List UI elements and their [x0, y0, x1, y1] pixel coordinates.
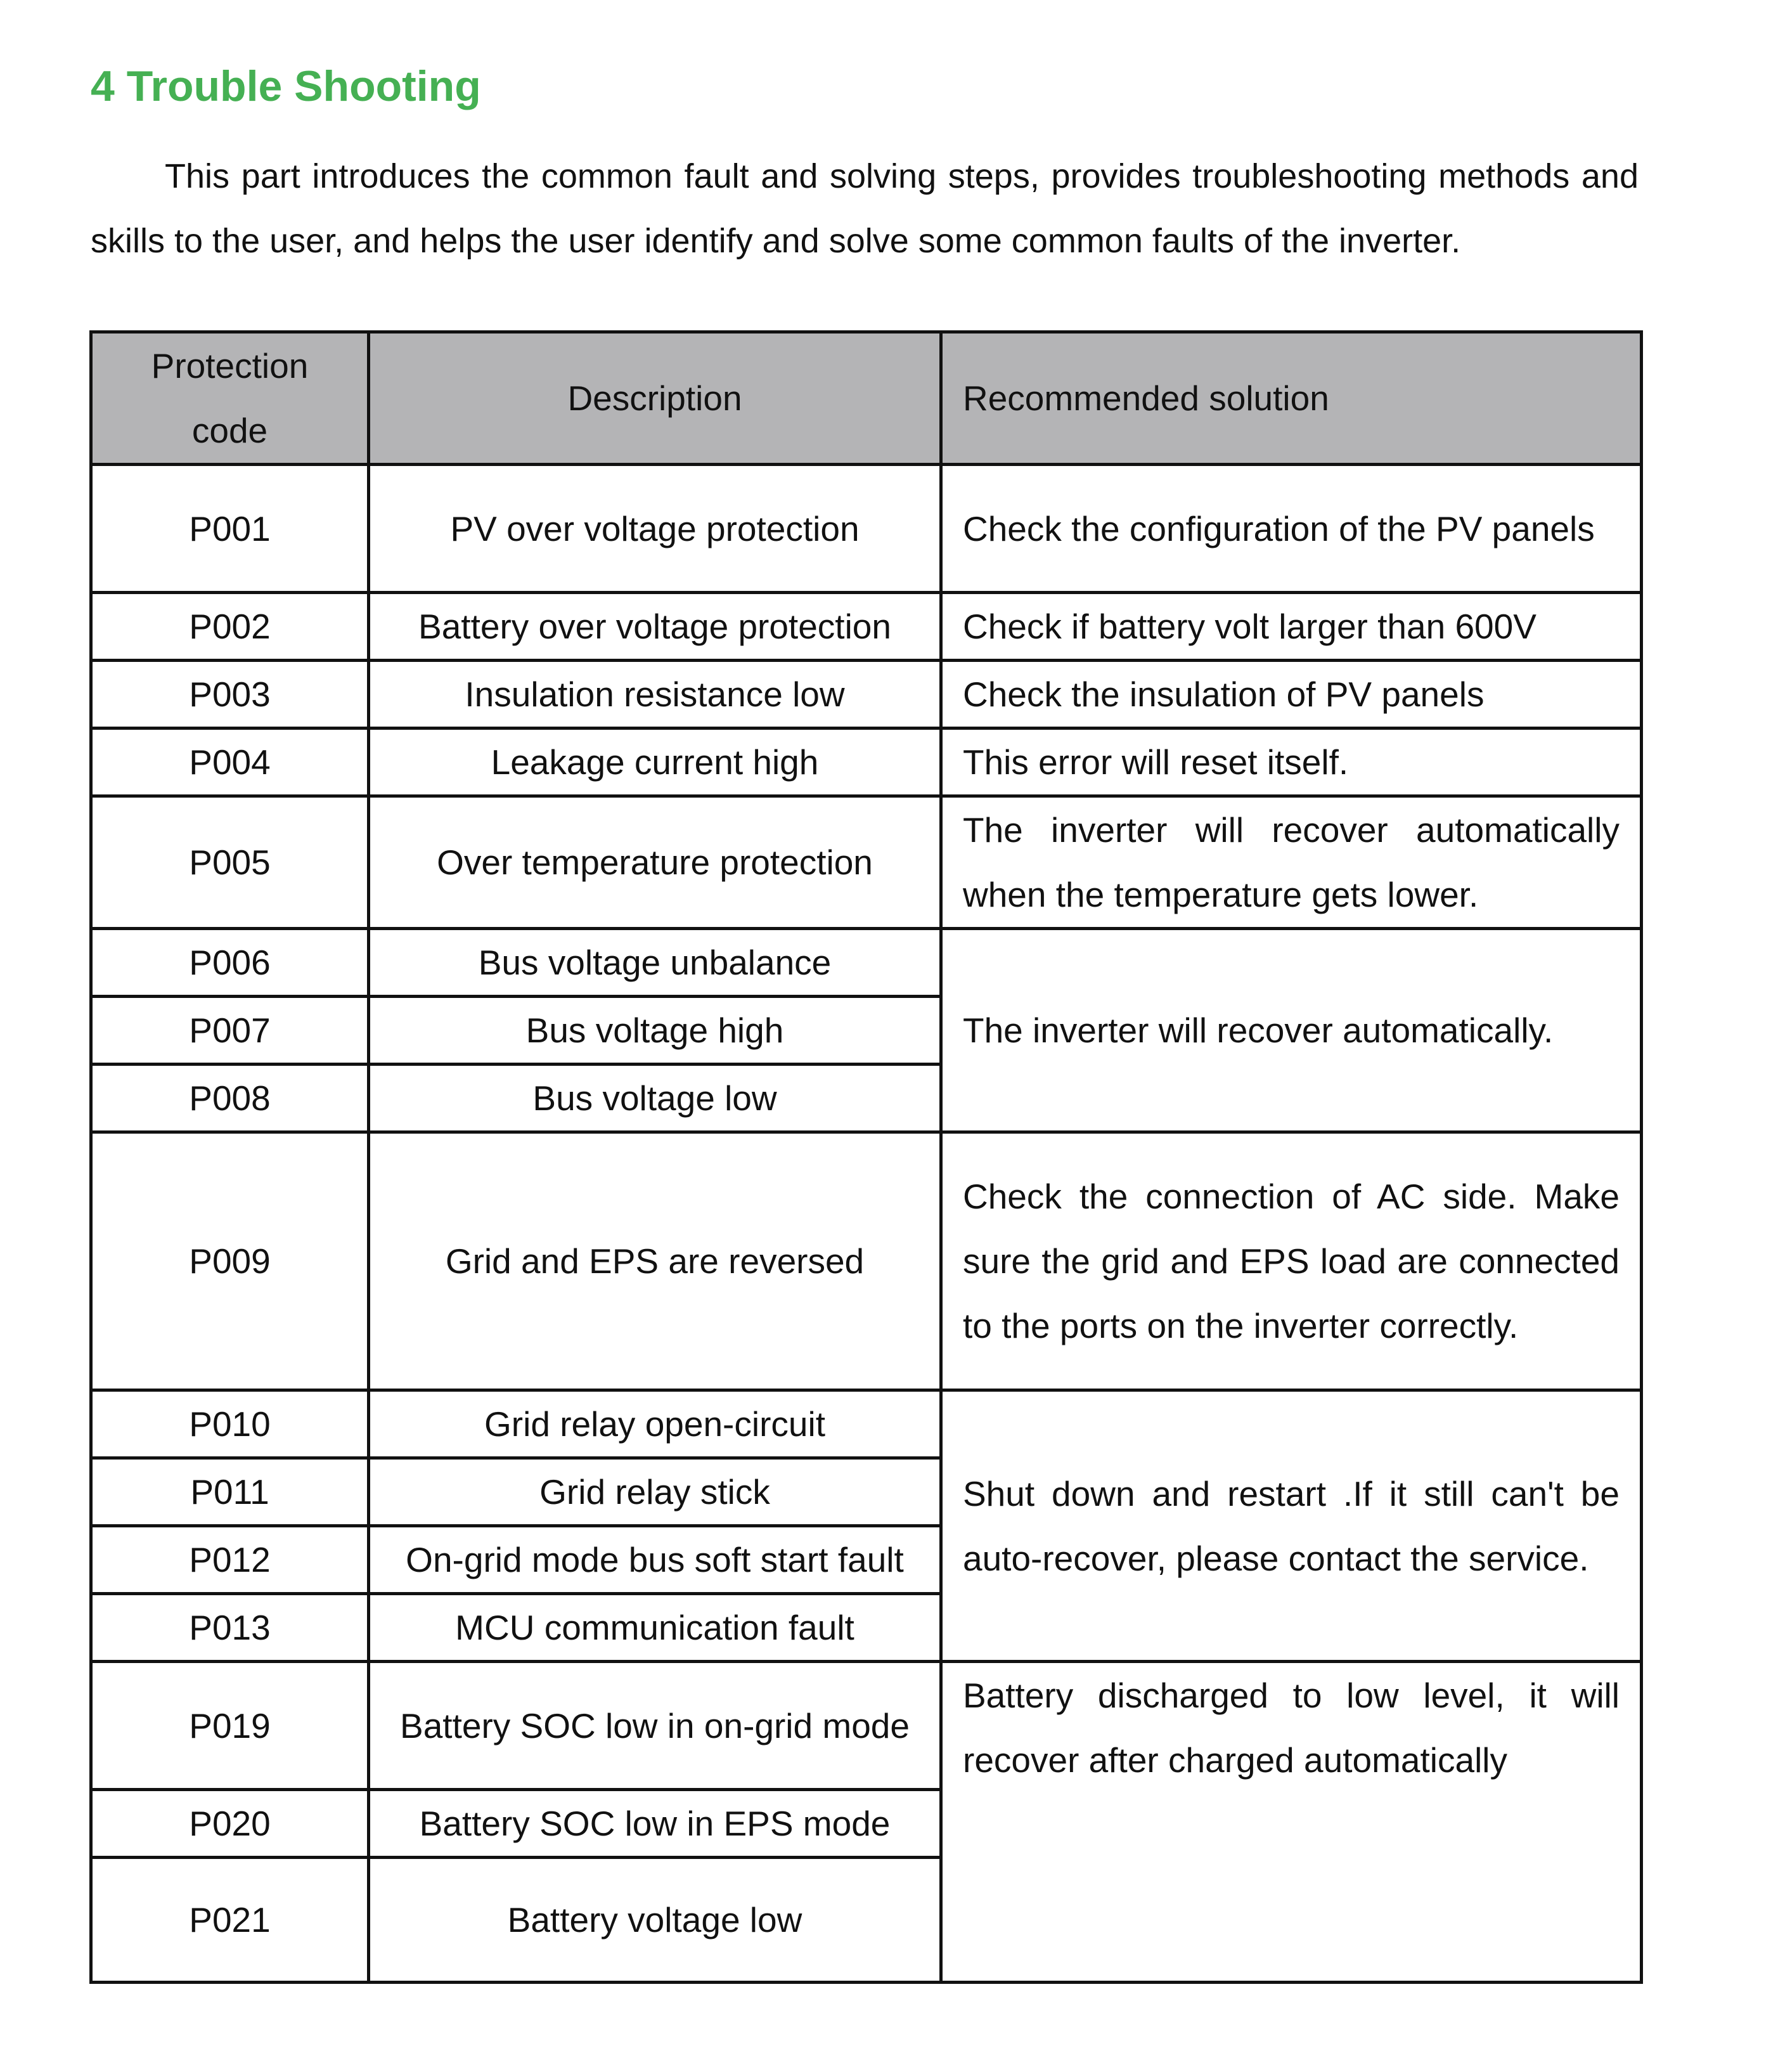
protection-code: P013	[91, 1594, 369, 1662]
table-row	[91, 929, 1642, 997]
protection-code: P007	[91, 997, 369, 1065]
protection-code: P019	[91, 1662, 369, 1790]
protection-code: P001	[91, 465, 369, 593]
header-protection-code: Protection code	[91, 332, 369, 465]
fault-description: Insulation resistance low	[369, 661, 941, 728]
fault-description: Grid and EPS are reversed	[369, 1132, 941, 1390]
recommended-solution: Battery discharged to low level, it will recover after charged automatically	[941, 1662, 1642, 1983]
protection-code: P003	[91, 661, 369, 728]
header-recommended-solution: Recommended solution	[941, 332, 1642, 465]
protection-code: P008	[91, 1065, 369, 1132]
header-description: Description	[369, 332, 941, 465]
protection-code-table	[89, 330, 1643, 1984]
fault-description: Bus voltage high	[369, 997, 941, 1065]
fault-description: MCU communication fault	[369, 1594, 941, 1662]
recommended-solution: Check if battery volt larger than 600V	[941, 593, 1642, 661]
recommended-solution: Shut down and restart .If it still can't be auto-recover, please contact the service.	[941, 1390, 1642, 1662]
table-row	[91, 465, 1642, 593]
table-row	[91, 1662, 1642, 1790]
protection-code: P005	[91, 796, 369, 929]
fault-description: Bus voltage low	[369, 1065, 941, 1132]
fault-description: Grid relay open-circuit	[369, 1390, 941, 1458]
table-row	[91, 728, 1642, 796]
protection-code: P020	[91, 1790, 369, 1858]
protection-code: P011	[91, 1458, 369, 1526]
protection-code: P002	[91, 593, 369, 661]
fault-description: On-grid mode bus soft start fault	[369, 1526, 941, 1594]
section-title: 4 Trouble Shooting	[91, 62, 481, 110]
protection-code: P006	[91, 929, 369, 997]
table-row	[91, 796, 1642, 929]
table-row	[91, 1132, 1642, 1390]
fault-description: Grid relay stick	[369, 1458, 941, 1526]
fault-description: Battery voltage low	[369, 1858, 941, 1983]
fault-description: Battery over voltage protection	[369, 593, 941, 661]
table-row	[91, 661, 1642, 728]
protection-code: P009	[91, 1132, 369, 1390]
protection-code: P021	[91, 1858, 369, 1983]
recommended-solution: The inverter will recover automatically.	[941, 929, 1642, 1132]
protection-code: P004	[91, 728, 369, 796]
recommended-solution: This error will reset itself.	[941, 728, 1642, 796]
recommended-solution: Check the connection of AC side. Make sure the grid and EPS load are connected to the ports on the inverter correctly.	[941, 1132, 1642, 1390]
recommended-solution: The inverter will recover automatically when the temperature gets lower.	[941, 796, 1642, 929]
fault-description: Battery SOC low in on-grid mode	[369, 1662, 941, 1790]
table-header-row	[91, 332, 1642, 465]
fault-description: PV over voltage protection	[369, 465, 941, 593]
fault-description: Leakage current high	[369, 728, 941, 796]
table-row	[91, 1390, 1642, 1458]
protection-code: P012	[91, 1526, 369, 1594]
recommended-solution: Check the configuration of the PV panels	[941, 465, 1642, 593]
protection-code: P010	[91, 1390, 369, 1458]
fault-description: Over temperature protection	[369, 796, 941, 929]
table-row	[91, 593, 1642, 661]
fault-description: Battery SOC low in EPS mode	[369, 1790, 941, 1858]
recommended-solution: Check the insulation of PV panels	[941, 661, 1642, 728]
fault-description: Bus voltage unbalance	[369, 929, 941, 997]
intro-paragraph: This part introduces the common fault and solving steps, provides troubleshooting methods and skills to the user, and helps the user identify and solve some common faults of the inverter.	[91, 157, 1639, 260]
